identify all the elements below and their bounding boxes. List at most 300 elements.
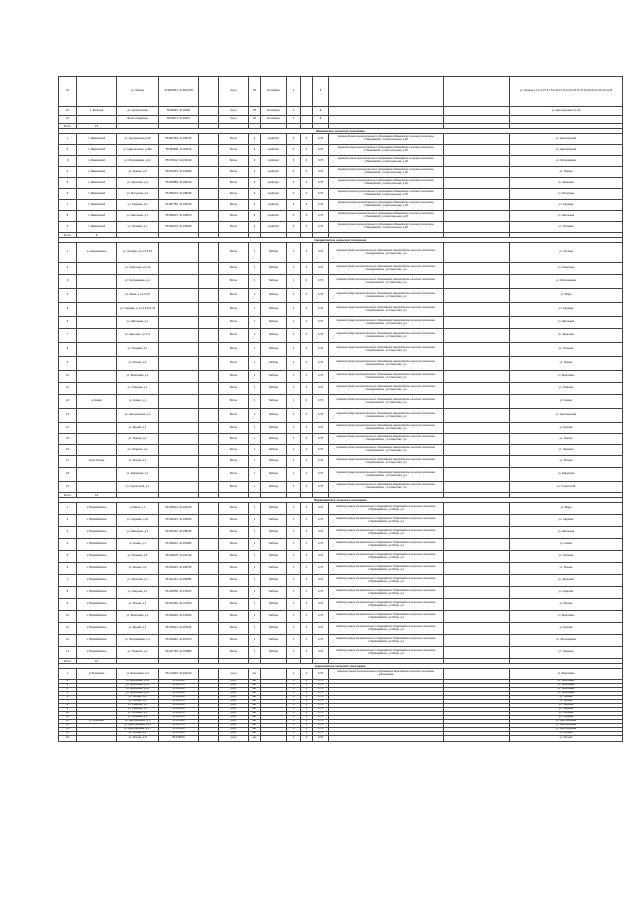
- table-cell: 0: [301, 434, 313, 445]
- table-cell: нет: [249, 720, 261, 724]
- table-cell: Рабица: [261, 343, 287, 357]
- table-cell: [444, 409, 510, 423]
- table-cell: Бетон: [219, 178, 249, 189]
- table-cell: 1: [249, 563, 261, 575]
- table-cell: 0,75: [313, 145, 329, 156]
- table-cell: [77, 736, 117, 742]
- table-cell: [77, 383, 117, 395]
- table-cell: ул. Лесная, д.8: [117, 700, 159, 704]
- table-cell: Бетон: [219, 527, 249, 539]
- table-cell: [199, 482, 219, 493]
- table-cell: [444, 445, 510, 456]
- table-cell: [77, 482, 117, 493]
- table-row: [59, 434, 623, 445]
- table-cell: 2: [59, 680, 77, 684]
- table-cell: ул. Садовая: [510, 708, 623, 712]
- table-cell: Бетон: [219, 383, 249, 395]
- table-cell: д. Ольховка: [77, 720, 117, 724]
- table-cell: [199, 189, 219, 200]
- table-cell: нет: [249, 728, 261, 732]
- table-cell: [444, 317, 510, 329]
- table-cell: [301, 107, 313, 116]
- table-cell: [199, 303, 219, 317]
- table-cell: 0,75: [313, 243, 329, 263]
- table-row: [59, 77, 623, 107]
- table-cell: Бетон: [219, 167, 249, 178]
- table-cell: грунт: [219, 716, 249, 720]
- table-cell: грунт: [219, 692, 249, 696]
- table-cell: 1: [287, 647, 301, 659]
- table-cell: 7: [59, 700, 77, 704]
- table-cell: 1: [287, 716, 301, 720]
- table-cell: 1: [287, 482, 301, 493]
- table-cell: 10: [59, 371, 77, 383]
- table-cell: 7: [59, 575, 77, 587]
- table-cell: грунт: [219, 732, 249, 736]
- table-cell: [444, 134, 510, 145]
- table-cell: [261, 736, 287, 742]
- table-cell: ул. Новая, д.1: [117, 395, 159, 409]
- table-cell: ул. Ленина д.1,2,3,4,5,6,7,8,9,10,11,12,13,14,15,16,17,18,19,20,21,22,23,24,25: [510, 77, 623, 107]
- table-cell: 1: [287, 329, 301, 343]
- table-cell: 0: [301, 732, 313, 736]
- table-cell: п. Ивановский: [77, 222, 117, 233]
- table-cell: [199, 468, 219, 482]
- table-cell: 17: [59, 456, 77, 468]
- table-row: [59, 167, 623, 178]
- table-cell: 0: [301, 383, 313, 395]
- table-cell: [77, 263, 117, 275]
- table-cell: 0,75: [313, 724, 329, 728]
- table-cell: нет: [249, 716, 261, 720]
- table-cell: 0,75: [313, 371, 329, 383]
- table-cell: [199, 116, 219, 124]
- table-cell: [199, 200, 219, 211]
- table-cell: ул. Речная: [510, 736, 623, 742]
- table-cell: Итого: [59, 659, 77, 664]
- table-cell: 0,75: [313, 684, 329, 688]
- table-cell: Рабица: [261, 423, 287, 434]
- table-cell: 0: [301, 575, 313, 587]
- table-cell: 0: [301, 527, 313, 539]
- table-cell: 1: [287, 503, 301, 515]
- table-cell: 0,75: [313, 527, 329, 539]
- table-cell: ул. Центральная: [510, 409, 623, 423]
- table-cell: ул. Садовая, д.1: [117, 704, 159, 708]
- table-cell: 1: [287, 587, 301, 599]
- table-row: [59, 456, 623, 468]
- table-cell: ул. Лесная: [510, 700, 623, 704]
- table-cell: профлист: [261, 167, 287, 178]
- table-cell: [199, 289, 219, 303]
- table-cell: ул. Полевая, д.3: [117, 712, 159, 716]
- table-cell: Бетон: [219, 515, 249, 527]
- table-cell: 6: [287, 222, 301, 233]
- table-cell: 6: [301, 222, 313, 233]
- table-cell: [444, 434, 510, 445]
- table-cell: Администрация муниципального образования Некрасовское сельское поселение, с.Некрасовское, ул.Советская, д.1: [329, 423, 444, 434]
- table-row: [59, 635, 623, 647]
- table-cell: 1: [249, 243, 261, 263]
- table-cell: п. Ивановский: [77, 145, 117, 156]
- table-cell: Рабица: [261, 599, 287, 611]
- table-cell: Администрация муниципального образования Первомайское сельское поселение, с.Первомайское, ул.Мира, д.1: [329, 539, 444, 551]
- table-cell: 6: [59, 563, 77, 575]
- table-cell: 0,75: [313, 720, 329, 724]
- table-cell: Рабица: [261, 383, 287, 395]
- table-cell: ул. Полевая: [510, 222, 623, 233]
- table-cell: 0: [301, 720, 313, 724]
- table-cell: п. Ивановский: [77, 134, 117, 145]
- table-cell: [329, 77, 444, 107]
- table-cell: ул. Заводская: [510, 468, 623, 482]
- table-cell: Возле кладбища: [117, 116, 159, 124]
- table-row: [59, 599, 623, 611]
- table-cell: 56.121075: [159, 700, 199, 704]
- table-cell: 56.121270: [159, 712, 199, 716]
- table-cell: 0,75: [313, 669, 329, 680]
- table-cell: ул. Садовая, д.4: [117, 200, 159, 211]
- table-cell: ул. Кирова, д.1: [117, 423, 159, 434]
- table-cell: 0,75: [313, 289, 329, 303]
- table-cell: профлист: [261, 200, 287, 211]
- table-cell: 2: [59, 263, 77, 275]
- table-cell: [444, 551, 510, 563]
- table-cell: 4: [59, 289, 77, 303]
- table-row: [59, 145, 623, 156]
- table-cell: с.Первомайское: [77, 611, 117, 623]
- table-row: [59, 563, 623, 575]
- table-cell: 56.038410; 41.201980: [159, 539, 199, 551]
- table-cell: Администрация муниципального образования Некрасовское сельское поселение, с.Некрасовское, ул.Советская, д.1: [329, 275, 444, 289]
- table-cell: 0,75: [313, 383, 329, 395]
- table-cell: 3: [249, 222, 261, 233]
- table-cell: д. Березовка: [77, 669, 117, 680]
- table-cell: 0: [301, 684, 313, 688]
- table-cell: Грунт: [219, 77, 249, 107]
- table-cell: 1: [249, 263, 261, 275]
- table-cell: 19: [59, 107, 77, 116]
- table-cell: Бетон: [219, 243, 249, 263]
- table-row: [59, 263, 623, 275]
- table-cell: 55.963215; 41.193450: [159, 167, 199, 178]
- table-cell: ул. Луговая: [510, 243, 623, 263]
- table-cell: ул. Школьная, д.1: [117, 211, 159, 222]
- table-cell: ул. Гагарина, д.1: [117, 647, 159, 659]
- table-cell: 0: [301, 680, 313, 684]
- table-cell: Итого: [59, 493, 77, 498]
- table-cell: [444, 200, 510, 211]
- table-cell: 0: [301, 317, 313, 329]
- table-cell: 1: [287, 395, 301, 409]
- table-cell: [159, 317, 199, 329]
- table-cell: [77, 423, 117, 434]
- table-cell: [77, 275, 117, 289]
- table-cell: Рабица: [261, 317, 287, 329]
- table-cell: Рабица: [261, 575, 287, 587]
- section-title: Березовское сельское поселение: [59, 664, 623, 669]
- table-cell: 1: [287, 116, 301, 124]
- table-cell: 56.120345; 41.301210: [159, 669, 199, 680]
- table-row: [59, 107, 623, 116]
- table-cell: [199, 357, 219, 371]
- table-cell: ул. Лесная, д.2: [117, 563, 159, 575]
- table-cell: 0,75: [313, 696, 329, 700]
- table-cell: профлист: [261, 211, 287, 222]
- table-cell: 15: [59, 732, 77, 736]
- table-cell: 1: [249, 303, 261, 317]
- table-cell: Бетон: [219, 395, 249, 409]
- table-cell: 55.959470; 41.188345: [159, 189, 199, 200]
- table-cell: [77, 329, 117, 343]
- table-cell: Рабица: [261, 456, 287, 468]
- table-cell: ул. Молодёжная, д.13: [117, 156, 159, 167]
- table-cell: грунт: [219, 704, 249, 708]
- table-cell: 1: [249, 482, 261, 493]
- table-cell: Администрация муниципального образования Некрасовское сельское поселение, с.Некрасовское, ул.Советская, д.1: [329, 357, 444, 371]
- table-cell: [199, 599, 219, 611]
- table-cell: Администрация муниципального образования Первомайское сельское поселение, с.Первомайское, ул.Мира, д.1: [329, 611, 444, 623]
- table-cell: [444, 243, 510, 263]
- table-cell: 3: [249, 145, 261, 156]
- table-cell: Бетон: [219, 263, 249, 275]
- table-cell: [444, 527, 510, 539]
- table-cell: 0: [301, 599, 313, 611]
- table-cell: Рабица: [261, 409, 287, 423]
- table-cell: 55.96945; 41.19945: [159, 107, 199, 116]
- table-cell: п. Зеленый: [77, 107, 117, 116]
- table-cell: 55.960885; 41.184210: [159, 178, 199, 189]
- table-row: [59, 317, 623, 329]
- table-cell: 0: [301, 724, 313, 728]
- table-cell: 0: [301, 409, 313, 423]
- table-cell: ул. Озёрная: [510, 383, 623, 395]
- table-cell: [444, 189, 510, 200]
- table-cell: 55.958215; 41.196870: [159, 211, 199, 222]
- table-cell: [159, 303, 199, 317]
- table-cell: профлист: [261, 178, 287, 189]
- table-cell: ул. Заречная, д.1,2,3: [117, 329, 159, 343]
- table-cell: [77, 445, 117, 456]
- table-cell: 19: [77, 493, 117, 498]
- table-cell: 1: [287, 515, 301, 527]
- table-row: [59, 445, 623, 456]
- table-cell: 0,75: [313, 434, 329, 445]
- table-cell: ул. Центральная д.1-15: [510, 107, 623, 116]
- table-cell: 0,75: [313, 692, 329, 696]
- table-cell: Контейнер: [261, 116, 287, 124]
- table-cell: 56.044030; 41.216640: [159, 611, 199, 623]
- table-cell: [444, 515, 510, 527]
- table-cell: 56.125410: [159, 720, 199, 724]
- table-cell: [444, 107, 510, 116]
- table-cell: 8: [313, 107, 329, 116]
- table-cell: 0: [301, 482, 313, 493]
- table-cell: 1: [249, 551, 261, 563]
- table-cell: 1: [249, 445, 261, 456]
- table-row: [59, 222, 623, 233]
- table-cell: [199, 243, 219, 263]
- table-cell: [159, 329, 199, 343]
- table-cell: 0,75: [313, 728, 329, 732]
- table-cell: профлист: [261, 134, 287, 145]
- table-cell: с.Первомайское: [77, 515, 117, 527]
- table-cell: 3: [59, 275, 77, 289]
- table-cell: п. Ивановский: [77, 189, 117, 200]
- table-cell: 5: [59, 551, 77, 563]
- table-cell: 0,75: [313, 611, 329, 623]
- table-cell: с. Некрасовское: [77, 243, 117, 263]
- table-cell: 11: [59, 716, 77, 720]
- table-cell: ул. Центральная: [510, 134, 623, 145]
- table-row: [59, 482, 623, 493]
- table-cell: ул. Березовая, д.22: [117, 688, 159, 692]
- table-row: [59, 395, 623, 409]
- table-cell: 4: [59, 539, 77, 551]
- table-cell: Бетон: [219, 303, 249, 317]
- table-cell: 0,75: [313, 716, 329, 720]
- table-cell: 6: [287, 167, 301, 178]
- table-cell: 56.120605: [159, 692, 199, 696]
- table-cell: Рабица: [261, 503, 287, 515]
- table-cell: ул. Полевая: [510, 712, 623, 716]
- table-cell: 8: [59, 343, 77, 357]
- table-cell: 3: [59, 527, 77, 539]
- table-cell: 0: [301, 243, 313, 263]
- table-cell: 5: [59, 178, 77, 189]
- table-cell: ул. Школьная: [510, 211, 623, 222]
- table-cell: 18: [59, 77, 77, 107]
- table-cell: 6: [59, 317, 77, 329]
- table-cell: [199, 503, 219, 515]
- table-cell: 2: [59, 145, 77, 156]
- table-cell: Бетон: [219, 599, 249, 611]
- table-cell: профлист: [261, 222, 287, 233]
- table-cell: 1: [249, 539, 261, 551]
- table-cell: 0,75: [313, 357, 329, 371]
- table-cell: нет: [249, 732, 261, 736]
- table-cell: 56.042050; 41.211870: [159, 587, 199, 599]
- table-cell: [444, 611, 510, 623]
- table-row: [59, 527, 623, 539]
- table-cell: 56.121010: [159, 696, 199, 700]
- table-cell: п. Ивановский: [77, 200, 117, 211]
- table-cell: нет: [249, 712, 261, 716]
- table-cell: с.Первомайское: [77, 587, 117, 599]
- table-cell: 1: [249, 611, 261, 623]
- table-cell: [199, 395, 219, 409]
- table-cell: [199, 263, 219, 275]
- table-cell: [329, 736, 444, 742]
- table-cell: 0,75: [313, 178, 329, 189]
- table-cell: ул. Береговая, д.1: [117, 611, 159, 623]
- table-cell: нет: [249, 692, 261, 696]
- table-cell: [199, 434, 219, 445]
- table-cell: 0,75: [313, 156, 329, 167]
- section-title: Некрасовское сельское поселение: [59, 238, 623, 243]
- table-cell: грунт: [219, 712, 249, 716]
- table-cell: [444, 539, 510, 551]
- table-cell: 9: [59, 599, 77, 611]
- table-cell: грунт: [219, 736, 249, 742]
- table-cell: 7: [59, 200, 77, 211]
- table-cell: 9: [77, 233, 117, 238]
- table-cell: 1: [287, 77, 301, 107]
- table-cell: 1: [249, 599, 261, 611]
- table-cell: ул. Ленина, д.5: [117, 167, 159, 178]
- table-cell: 3: [249, 200, 261, 211]
- table-cell: [444, 456, 510, 468]
- table-cell: [444, 371, 510, 383]
- table-cell: нет: [249, 700, 261, 704]
- table-cell: грунт: [219, 700, 249, 704]
- table-cell: ул. Кирова: [510, 423, 623, 434]
- table-cell: 5: [59, 303, 77, 317]
- table-cell: ул. Речная, д.1: [117, 599, 159, 611]
- table-cell: 56.125605: [159, 732, 199, 736]
- table-cell: Рабица: [261, 482, 287, 493]
- table-cell: 19: [59, 482, 77, 493]
- table-cell: ул. Березовая, д.10: [117, 680, 159, 684]
- table-cell: п. Ивановский: [77, 178, 117, 189]
- table-cell: [199, 563, 219, 575]
- table-cell: грунт: [219, 708, 249, 712]
- table-cell: [329, 116, 444, 124]
- table-cell: 1: [287, 527, 301, 539]
- table-cell: 1: [287, 708, 301, 712]
- table-cell: 0,75: [313, 395, 329, 409]
- table-cell: ул. Березовая, д.4: [117, 669, 159, 680]
- table-cell: 0,75: [313, 736, 329, 742]
- table-cell: Администрация муниципального образования Первомайское сельское поселение, с.Первомайское, ул.Мира, д.1: [329, 575, 444, 587]
- table-cell: 0: [301, 423, 313, 434]
- table-cell: 0: [301, 728, 313, 732]
- table-cell: Бетон: [219, 371, 249, 383]
- table-cell: нет: [249, 669, 261, 680]
- table-cell: 1: [287, 343, 301, 357]
- table-cell: [444, 482, 510, 493]
- table-cell: 1: [249, 317, 261, 329]
- table-cell: [444, 395, 510, 409]
- table-row: [59, 116, 623, 124]
- table-cell: Администрация муниципального образования Некрасовское сельское поселение, с.Некрасовское, ул.Советская, д.1: [329, 303, 444, 317]
- table-cell: Администрация муниципального образования Ивановское сельское поселение, с.Ивановский, ул.Центральная, д.26: [329, 178, 444, 189]
- table-cell: ул. Ленина: [510, 167, 623, 178]
- table-cell: 1: [59, 243, 77, 263]
- table-cell: ул. Заречная: [510, 329, 623, 343]
- table-cell: [199, 107, 219, 116]
- table-cell: Рабица: [261, 263, 287, 275]
- table-cell: Бетон: [219, 357, 249, 371]
- table-cell: 0: [301, 563, 313, 575]
- table-cell: 0,75: [313, 539, 329, 551]
- table-cell: Рабица: [261, 635, 287, 647]
- table-cell: Администрация муниципального образования Ивановское сельское поселение, с.Ивановский, ул.Центральная, д.26: [329, 200, 444, 211]
- table-cell: [444, 289, 510, 303]
- table-cell: 6: [301, 156, 313, 167]
- table-cell: 2: [59, 515, 77, 527]
- table-cell: ул. Заречная: [510, 178, 623, 189]
- table-cell: ул. Садовая, д.1,2,3,4,5,6,7,8: [117, 303, 159, 317]
- table-cell: ул. Садовая: [510, 515, 623, 527]
- table-cell: 0,75: [313, 712, 329, 716]
- table-cell: Контейнер: [261, 107, 287, 116]
- table-cell: ул. Садовая: [510, 704, 623, 708]
- table-cell: [444, 357, 510, 371]
- table-cell: 0,75: [313, 200, 329, 211]
- table-cell: Администрация муниципального образования Первомайское сельское поселение, с.Первомайское, ул.Мира, д.1: [329, 587, 444, 599]
- table-cell: [77, 289, 117, 303]
